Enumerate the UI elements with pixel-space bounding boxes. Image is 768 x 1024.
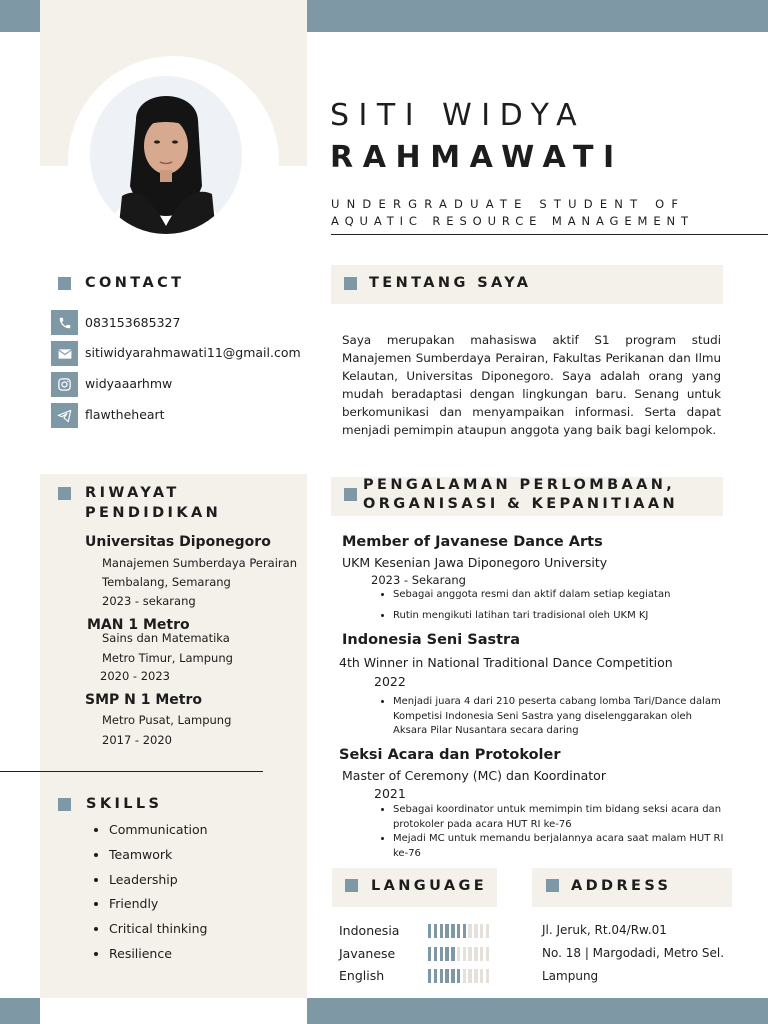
skill-item: • Leadership (109, 868, 208, 893)
level-segment (486, 924, 489, 938)
contact-title: CONTACT (85, 275, 185, 291)
experience-square-icon (344, 488, 357, 501)
phone-icon (51, 310, 78, 335)
telegram-icon (51, 403, 78, 428)
level-segment (434, 969, 437, 983)
level-segment (480, 969, 483, 983)
experience-title-line2: ORGANISASI & KEPANITIAAN (363, 496, 679, 512)
exp-2-subtitle: 4th Winner in National Traditional Dance Competition (339, 655, 673, 670)
level-segment (428, 924, 431, 938)
level-segment (457, 947, 460, 961)
edu-3-line-1: Metro Pusat, Lampung (102, 713, 232, 727)
skill-item: • Teamwork (109, 843, 208, 868)
tagline-line2: AQUATIC RESOURCE MANAGEMENT (331, 214, 694, 228)
language-title: LANGUAGE (371, 878, 488, 894)
exp-3-bullets (393, 803, 728, 861)
about-title: TENTANG SAYA (369, 275, 532, 291)
skill-item: • Critical thinking (109, 917, 208, 942)
level-segment (451, 947, 454, 961)
exp-1-year: 2023 - Sekarang (371, 573, 466, 587)
edu-3-line-2: 2017 - 2020 (102, 733, 172, 747)
exp-bullet: • Mejadi MC untuk memandu berjalannya acara saat malam HUT RI ke-76 (393, 832, 728, 861)
edu-2-line-3: 2020 - 2023 (100, 669, 170, 683)
level-segment (440, 924, 443, 938)
person-avatar-icon (90, 76, 242, 234)
edu-1-line-2: Tembalang, Semarang (102, 575, 231, 589)
address-block (542, 919, 752, 988)
exp-2-title: Indonesia Seni Sastra (342, 632, 520, 648)
skill-item: • Friendly (109, 892, 208, 917)
about-square-icon (344, 277, 357, 290)
level-segment (434, 947, 437, 961)
contact-instagram[interactable]: widyaaarhmw (85, 376, 173, 391)
exp-1-title: Member of Javanese Dance Arts (342, 534, 603, 550)
language-level-bar-2 (428, 946, 492, 960)
exp-bullet: • Rutin mengikuti latihan tari tradisional oleh UKM KJ (393, 609, 723, 624)
exp-bullet: • Sebagai koordinator untuk memimpin tim bidang seksi acara dan protokoler pada acara HUT RI ke-76 (393, 803, 728, 832)
level-segment (468, 969, 471, 983)
level-segment (486, 969, 489, 983)
skill-item: • Resilience (109, 942, 208, 967)
contact-square-icon (58, 277, 71, 290)
exp-1-subtitle: UKM Kesenian Jawa Diponegoro University (342, 555, 608, 570)
education-square-icon (58, 487, 71, 500)
language-name-1: Indonesia (339, 923, 400, 938)
level-segment (457, 924, 460, 938)
language-level-bar-3 (428, 968, 492, 982)
tagline-underline (331, 234, 768, 235)
level-segment (451, 969, 454, 983)
name-first: SITI WIDYA (330, 98, 587, 133)
level-segment (468, 924, 471, 938)
email-icon (51, 341, 78, 366)
level-segment (440, 969, 443, 983)
edu-2-line-1: Sains dan Matematika (102, 631, 230, 645)
address-line-1: Jl. Jeruk, Rt.04/Rw.01 (542, 923, 667, 937)
exp-2-year: 2022 (374, 674, 406, 689)
skills-list (109, 818, 208, 967)
level-segment (445, 924, 448, 938)
address-line-2: No. 18 | Margodadi, Metro Sel. (542, 946, 725, 960)
level-segment (451, 924, 454, 938)
address-title: ADDRESS (571, 878, 672, 894)
language-square-icon (345, 879, 358, 892)
level-segment (486, 947, 489, 961)
level-segment (440, 947, 443, 961)
level-segment (474, 947, 477, 961)
name-last: RAHMAWATI (330, 140, 624, 175)
exp-1-bullets (393, 588, 723, 623)
exp-3-title: Seksi Acara dan Protokoler (339, 747, 561, 763)
level-segment (463, 947, 466, 961)
level-segment (480, 924, 483, 938)
skills-square-icon (58, 798, 71, 811)
address-square-icon (546, 879, 559, 892)
edu-school-2: MAN 1 Metro (87, 617, 190, 633)
level-segment (474, 924, 477, 938)
bottom-bar-left (0, 998, 40, 1024)
language-name-3: English (339, 968, 385, 983)
contact-email[interactable]: sitiwidyarahmawati11@gmail.com (85, 345, 301, 360)
exp-bullet: • Menjadi juara 4 dari 210 peserta cabang lomba Tari/Dance dalam Kompetisi Indonesia Seni Sastra yang diselenggarakan oleh Aksara Pilar Nusantara secara daring (393, 695, 723, 739)
exp-3-subtitle: Master of Ceremony (MC) dan Koordinator (342, 768, 606, 783)
address-line-3: Lampung (542, 969, 599, 983)
level-segment (463, 969, 466, 983)
top-bar-right (307, 0, 768, 32)
level-segment (445, 947, 448, 961)
about-text: Saya merupakan mahasiswa aktif S1 program studi Manajemen Sumberdaya Perairan, Fakultas Perikanan dan Ilmu Kelautan, Universitas Diponegoro. Saya adalah orang yang mudah beradaptasi dengan lingkungan baru. Senang untuk berkomunikasi dan menyampaikan informasi. Serta dapat menjadi pemimpin ataupun anggota yang baik bagi kelompok. (342, 333, 721, 437)
edu-school-3: SMP N 1 Metro (85, 692, 202, 708)
education-divider (0, 771, 263, 772)
level-segment (480, 947, 483, 961)
education-title-line2: PENDIDIKAN (85, 505, 222, 521)
instagram-icon (51, 372, 78, 397)
edu-school-1: Universitas Diponegoro (85, 534, 271, 550)
edu-1-line-1: Manajemen Sumberdaya Perairan (102, 556, 297, 570)
contact-phone[interactable]: 083153685327 (85, 315, 181, 330)
language-name-2: Javanese (339, 946, 396, 961)
level-segment (474, 969, 477, 983)
level-segment (463, 924, 466, 938)
top-bar-left (0, 0, 40, 32)
bottom-bar-right (307, 998, 768, 1024)
profile-photo (90, 76, 242, 234)
experience-title-line1: PENGALAMAN PERLOMBAAN, (363, 477, 676, 493)
skills-title: SKILLS (86, 796, 163, 812)
level-segment (434, 924, 437, 938)
level-segment (428, 969, 431, 983)
level-segment (428, 947, 431, 961)
level-segment (445, 969, 448, 983)
level-segment (468, 947, 471, 961)
level-segment (457, 969, 460, 983)
education-title-line1: RIWAYAT (85, 485, 180, 501)
edu-1-line-3: 2023 - sekarang (102, 594, 196, 608)
language-level-bar-1 (428, 923, 492, 937)
exp-3-year: 2021 (374, 786, 406, 801)
skill-item: • Communication (109, 818, 208, 843)
edu-2-line-2: Metro Timur, Lampung (102, 651, 233, 665)
exp-2-bullets (393, 695, 723, 739)
contact-telegram[interactable]: flawtheheart (85, 407, 165, 422)
exp-bullet: • Sebagai anggota resmi dan aktif dalam setiap kegiatan (393, 588, 723, 603)
tagline-line1: UNDERGRADUATE STUDENT OF (331, 197, 686, 211)
